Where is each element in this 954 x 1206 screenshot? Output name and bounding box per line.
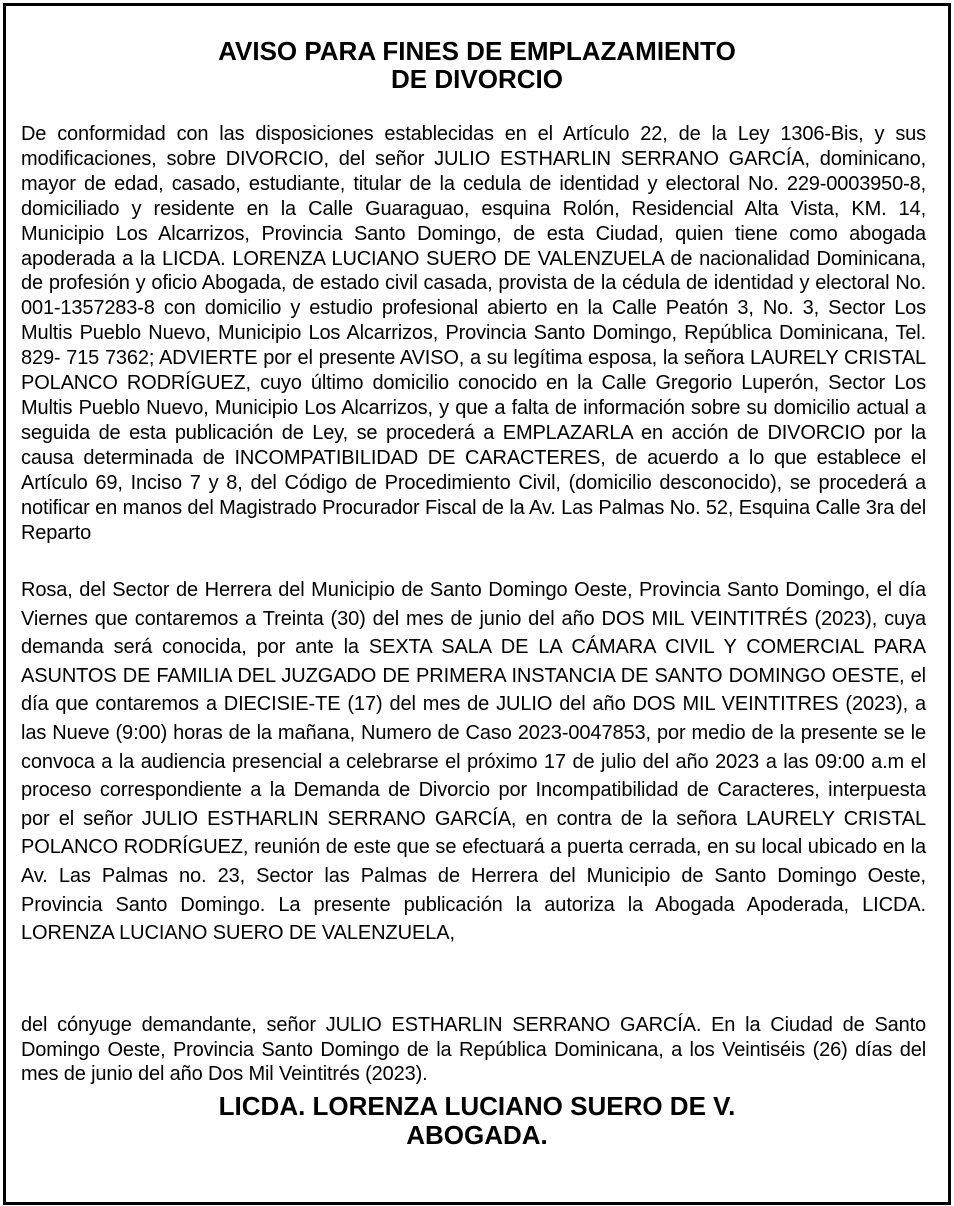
notice-title-line-1: AVISO PARA FINES DE EMPLAZAMIENTO xyxy=(218,36,736,66)
signature-block xyxy=(0,1092,954,1150)
signature-name: LICDA. LORENZA LUCIANO SUERO DE V. xyxy=(218,1091,736,1121)
notice-title xyxy=(0,37,954,93)
signature-role: ABOGADA. xyxy=(406,1120,548,1150)
notice-body-part-3: del cónyuge demandante, señor JULIO ESTHARLIN SERRANO GARCÍA. En la Ciudad de Santo Domingo Oeste, Provincia Santo Domingo de la República Dominicana, a los Veintiséis (26) días del mes de junio del año Dos Mil Veintitrés (2023). xyxy=(21,1014,926,1085)
notice-body-part-2: Rosa, del Sector de Herrera del Municipio de Santo Domingo Oeste, Provincia Santo Domingo, el día Viernes que contaremos a Treinta (30) del mes de junio del año DOS MIL VEINTITRÉS (2023), cuya demanda será conocida, por ante la SEXTA SALA DE LA CÁMARA CIVIL Y COMERCIAL PARA ASUNTOS DE FAMILIA DEL JUZGADO DE PRIMERA INSTANCIA DE SANTO DOMINGO OESTE, el día que contaremos a DIECISIE-TE (17) del mes de JULIO del año DOS MIL VEINTITRES (2023), a las Nueve (9:00) horas de la mañana, Numero de Caso 2023-0047853, por medio de la presente se le convoca a la audiencia presencial a celebrarse el próximo 17 de julio del año 2023 a las 09:00 a.m el proceso correspondiente a la Demanda de Divorcio por Incompatibilidad de Caracteres, interpuesta por el señor JULIO ESTHARLIN SERRANO GARCÍA, en contra de la señora LAURELY CRISTAL POLANCO RODRÍGUEZ, reunión de este que se efectuará a puerta cerrada, en su local ubicado en la Av. Las Palmas no. 23, Sector las Palmas de Herrera del Municipio de Santo Domingo Oeste, Provincia Santo Domingo. La presente publicación la autoriza la Abogada Apoderada, LICDA. LORENZA LUCIANO SUERO DE VALENZUELA, xyxy=(21,579,926,945)
notice-body-part-1: De conformidad con las disposiciones establecidas en el Artículo 22, de la Ley 1306-Bis, y sus modificaciones, sobre DIVORCIO, del señor JULIO ESTHARLIN SERRANO GARCÍA, dominicano, mayor de edad, casado, estudiante, titular de la cedula de identidad y electoral No. 229-0003950-8, domiciliado y residente en la Calle Guaraguao, esquina Rolón, Residencial Alta Vista, KM. 14, Municipio Los Alcarrizos, Provincia Santo Domingo, de esta Ciudad, quien tiene como abogada apoderada a la LICDA. LORENZA LUCIANO SUERO DE VALENZUELA de nacionalidad Dominicana, de profesión y oficio Abogada, de estado civil casada, provista de la cédula de identidad y electoral No. 001-1357283-8 con domicilio y estudio profesional abierto en la Calle Peatón 3, No. 3, Sector Los Multis Pueblo Nuevo, Municipio Los Alcarrizos, Provincia Santo Domingo, República Dominicana, Tel. 829- 715 7362; ADVIERTE por el presente AVISO, a su legítima esposa, la señora LAURELY CRISTAL POLANCO RODRÍGUEZ, cuyo último domicilio conocido en la Calle Gregorio Luperón, Sector Los Multis Pueblo Nuevo, Municipio Los Alcarrizos, y que a falta de información sobre su domicilio actual a seguida de esta publicación de Ley, se procederá a EMPLAZARLA en acción de DIVORCIO por la causa determinada de INCOMPATIBILIDAD DE CARACTERES, de acuerdo a lo que establece el Artículo 69, Inciso 7 y 8, del Código de Procedimiento Civil, (domicilio desconocido), se procederá a notificar en manos del Magistrado Procurador Fiscal de la Av. Las Palmas No. 52, Esquina Calle 3ra del Reparto xyxy=(21,123,926,544)
notice-title-line-2: DE DIVORCIO xyxy=(391,64,563,94)
